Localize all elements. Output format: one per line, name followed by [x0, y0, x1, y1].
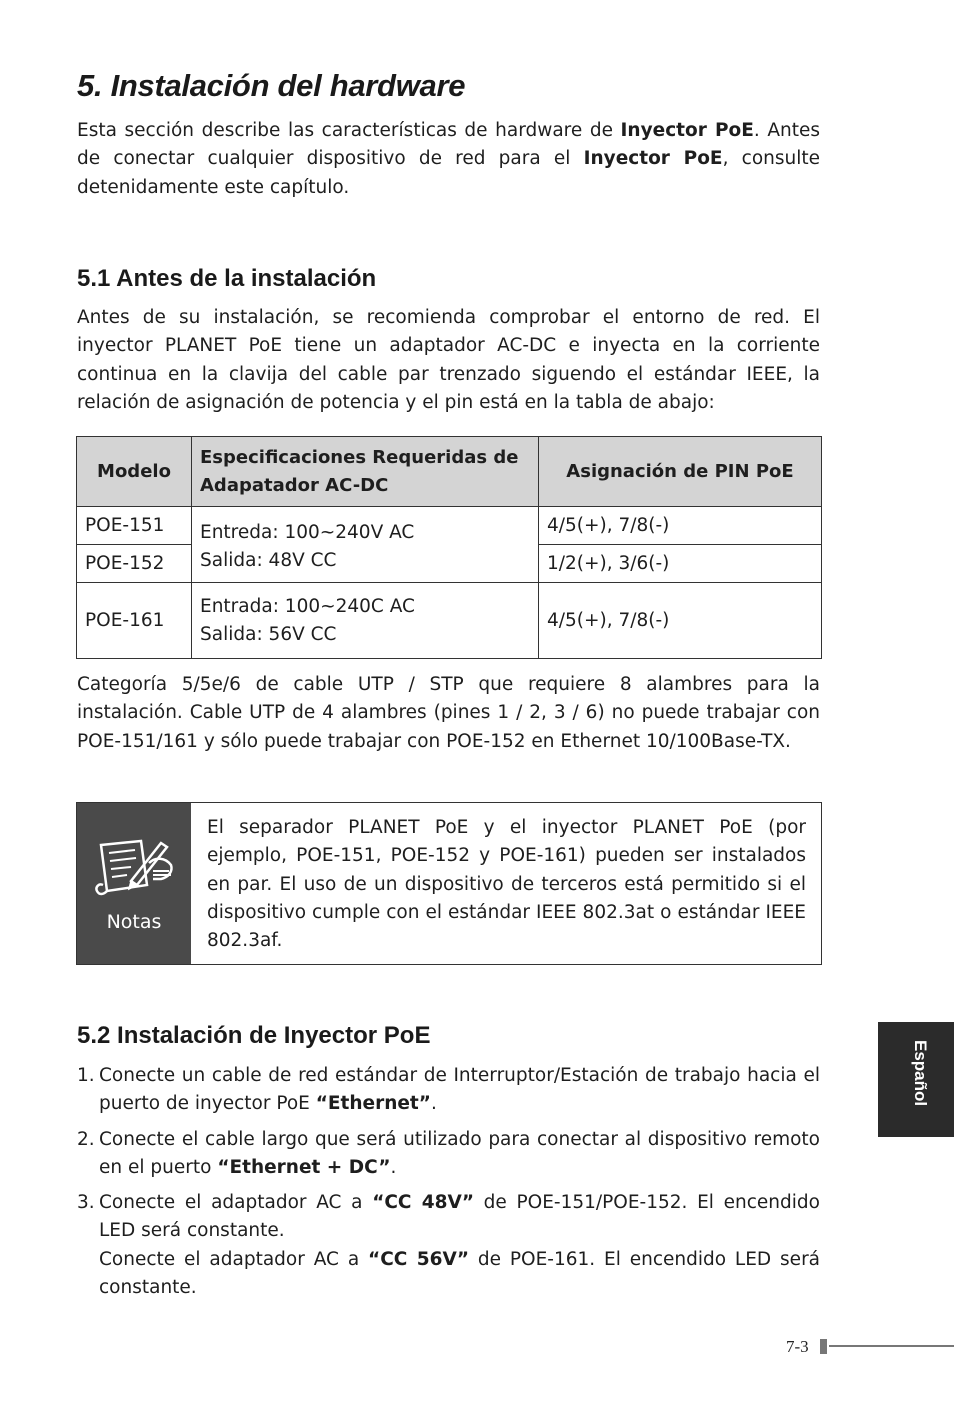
step-text-end: .	[430, 1093, 437, 1115]
step-bold: “Ethernet + DC”	[217, 1156, 391, 1178]
header-adapter-spec: Especificaciones Requeridas de Adapatador AC-DC	[192, 437, 539, 507]
table-header-row	[77, 437, 822, 507]
spec-output: Salida: 56V CC	[200, 623, 337, 645]
page-title: 5. Instalación del hardware	[77, 68, 466, 103]
cell-adapter-spec	[192, 507, 539, 583]
list-item	[77, 1126, 820, 1183]
cell-model: POE-151	[77, 507, 192, 545]
spec-table	[76, 436, 822, 659]
note-writing-icon	[91, 835, 177, 907]
step-text-end: de POE-151/POE-152. El encendido LED será constante.	[99, 1192, 820, 1242]
step-text-2: Conecte el adaptador AC a	[99, 1248, 369, 1270]
list-item	[77, 1062, 820, 1119]
header-pin-assignment: Asignación de PIN PoE	[539, 437, 822, 507]
note-box	[76, 802, 822, 965]
step-number: 1.	[77, 1065, 95, 1086]
spec-input: Entreda: 100~240V AC	[200, 521, 415, 543]
intro-text-2: . Antes de conectar cualquier dispositivo de red para el	[77, 120, 820, 170]
step-text-end: .	[390, 1156, 397, 1178]
section-5-1-paragraph: Antes de su instalación, se recomienda comprobar el entorno de red. El inyector PLANET PoE tiene un adaptador AC-DC e inyecta en la corriente continua en la clavija del cable par trenzado siguendo el estándar IEEE, la relación de asignación de potencia y el pin está en la tabla de abajo:	[77, 307, 820, 413]
intro-paragraph	[77, 117, 820, 202]
cell-model: POE-161	[77, 583, 192, 659]
table-row	[77, 507, 822, 545]
installation-steps	[77, 1062, 820, 1309]
list-item	[77, 1189, 820, 1302]
intro-bold-2: Inyector PoE	[583, 148, 723, 170]
language-tab-label: Español	[911, 1040, 930, 1107]
step-number: 3.	[77, 1192, 95, 1214]
page-number: 7-3	[786, 1337, 809, 1356]
note-text: El separador PLANET PoE y el inyector PLANET PoE (por ejemplo, POE-151, POE-152 y POE-161) pueden ser instalados en par. El uso de un dispositivo de terceros está permitido si el dispositivo cumple con el estándar IEEE 802.3at o estándar IEEE 802.3af.	[207, 817, 806, 952]
section-heading-5-1: 5.1 Antes de la instalación	[77, 265, 377, 292]
intro-text-3: , consulte detenidamente este capítulo.	[77, 148, 821, 198]
section-heading-5-2: 5.2 Instalación de Inyector PoE	[77, 1022, 431, 1049]
cell-adapter-spec	[192, 583, 539, 659]
cable-paragraph: Categoría 5/5e/6 de cable UTP / STP que requiere 8 alambres para la instalación. Cable UTP de 4 alambres (pines 1 / 2, 3 / 6) no puede trabajar con POE-151/161 y sólo puede trabajar con POE-152 en Ethernet 10/100Base-TX.	[77, 674, 820, 752]
spec-output: Salida: 48V CC	[200, 549, 337, 571]
header-model: Modelo	[77, 437, 192, 507]
page-number-bar	[820, 1339, 827, 1354]
cell-pin: 4/5(+), 7/8(-)	[539, 507, 822, 545]
step-bold-2: “CC 56V”	[368, 1248, 470, 1270]
step-text: Conecte el cable largo que será utilizado para conectar al dispositivo remoto en el puerto	[99, 1128, 820, 1178]
table-row	[77, 583, 822, 659]
step-text: Conecte un cable de red estándar de Interruptor/Estación de trabajo hacia el puerto de inyector PoE	[99, 1065, 820, 1115]
cell-pin: 4/5(+), 7/8(-)	[539, 583, 822, 659]
cell-pin: 1/2(+), 3/6(-)	[539, 545, 822, 583]
page-number-rule	[829, 1345, 954, 1347]
cell-model: POE-152	[77, 545, 192, 583]
intro-bold-1: Inyector PoE	[620, 120, 754, 141]
step-bold: “CC 48V”	[372, 1192, 474, 1214]
spec-input: Entrada: 100~240C AC	[200, 595, 415, 617]
note-sidebar	[77, 803, 191, 964]
step-number: 2.	[77, 1128, 95, 1150]
step-bold: “Ethernet”	[315, 1093, 431, 1115]
note-label: Notas	[106, 910, 162, 933]
step-text-2-end: de POE-161. El encendido LED será constante.	[99, 1248, 821, 1299]
intro-text-1: Esta sección describe las características de hardware de	[77, 120, 621, 141]
step-text: Conecte el adaptador AC a	[99, 1192, 373, 1214]
